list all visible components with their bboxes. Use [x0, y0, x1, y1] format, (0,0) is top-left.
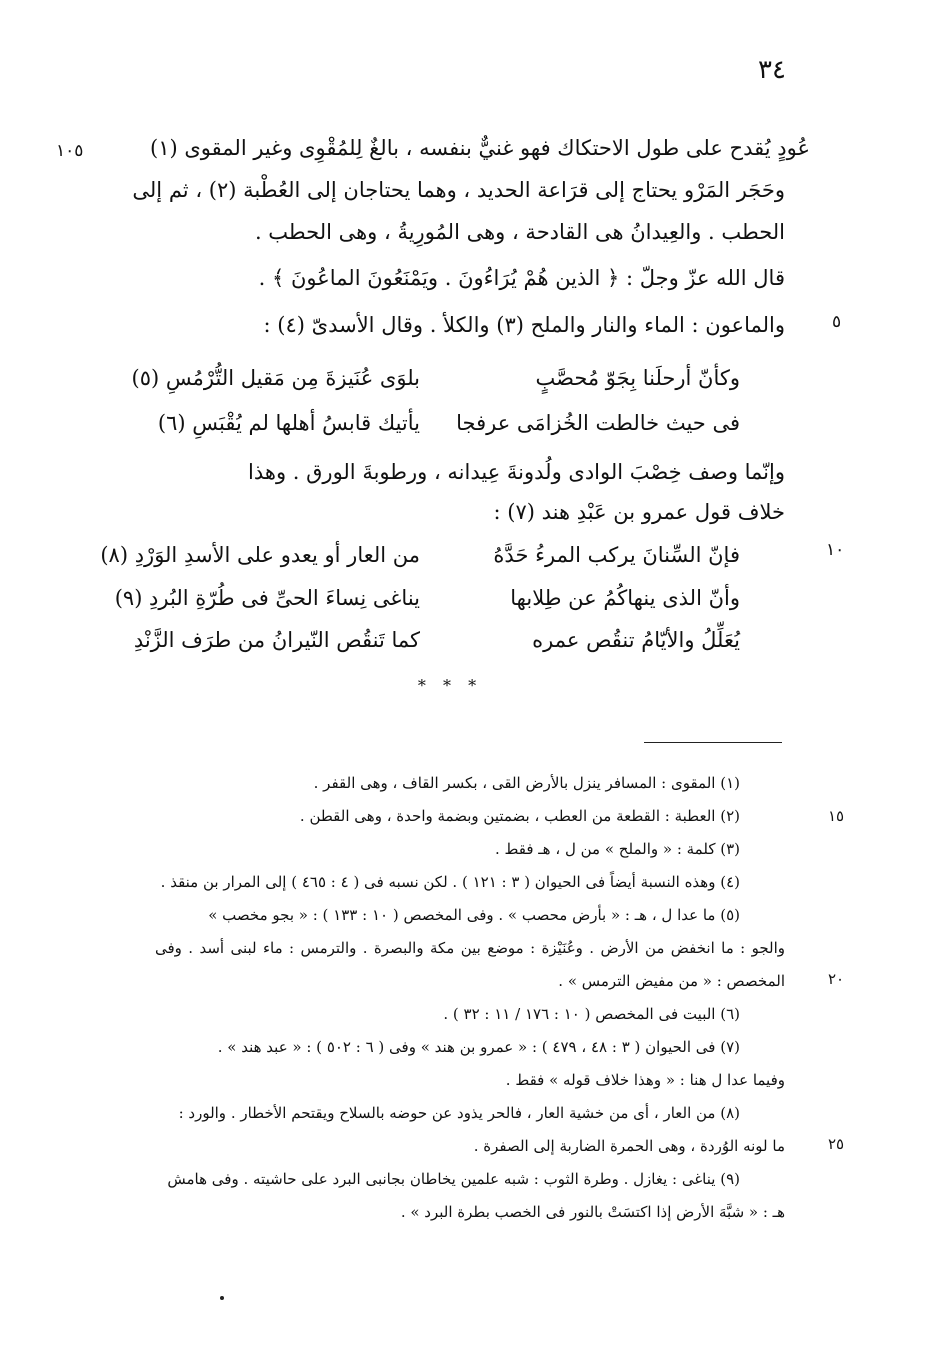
verse-second-hemistich: بلوَى عُنَيزةَ مِن مَقيل التُّرْمُسِ (٥) [131, 366, 420, 390]
text-line: خلاف قول عمرو بن عَبْدِ هند (٧) : [493, 500, 785, 524]
text-line: وإنّما وصف خِصْبَ الوادى ولُدونةَ عِيدانه ، ورطوبةَ الورق . وهذا [248, 460, 785, 484]
footnote-line: (٢) العطبة : القطعة من العطب ، بضمتين وبضمة واحدة ، وهى القطن . [299, 807, 740, 825]
verse-first-hemistich: يُعَلِّلُ والأيّامُ تنقُص عمره [532, 628, 740, 652]
text-line: وحَجَر المَرْو يحتاج إلى قرَاعة الحديد ، وهما يحتاجان إلى العُطْبة (٢) ، ثم إلى [132, 178, 785, 202]
verse-second-hemistich: يأتيك قابسُ أهلها لم يُقْبَسِ (٦) [157, 411, 420, 435]
footnote-line: (٧) فى الحيوان ( ٣ : ٤٨ ، ٤٧٩ ) : « عمرو بن هند » وفى ( ٦ : ٥٠٢ ) : « عبد هند » . [217, 1038, 740, 1056]
margin-line-number: ١٠٥ [56, 141, 84, 161]
page-number: ٣٤ [758, 55, 786, 85]
section-separator: * * * [417, 676, 483, 695]
text-line: والماعون : الماء والنار والملح (٣) والكلأ . وقال الأسدىّ (٤) : [263, 313, 785, 337]
footnote-line: (١) المقوى : المسافر ينزل بالأرض القى ، بكسر القاف ، وهى القفر . [313, 774, 740, 792]
verse-second-hemistich: يناغى نِساءَ الحىِّ فى طُرّةِ البُردِ (٩) [114, 586, 420, 610]
footnote-line: ما لونه الوُردة ، وهى الحمرة الضاربة إلى الصفرة . [473, 1137, 785, 1155]
footnote-line: هـ : « شبَّهَ الأرض إذا اكتسَتْ بالنور فى الخصب بطرة البرد » . [400, 1203, 785, 1221]
quran-quote-line: قال الله عزّ وجلّ : ﴿ الذين هُمْ يُرَاءُونَ . ويَمْنَعُونَ الماعُونَ ﴾ . [258, 266, 785, 290]
footnote-line: (٨) من العار ، أى من خشية العار ، فالحر يذود عن حوضه بالسلاح ويقتحم الأخطار . والورد : [178, 1104, 740, 1122]
footnote-margin-number: ٢٠ [828, 970, 845, 988]
verse-first-hemistich: وكأنّ أرحلَنا بِجَوّ مُحصَّبٍ [535, 366, 740, 390]
footnote-line: (٦) البيت فى المخصص ( ١٠ : ١٧٦ / ١١ : ٣٢ ) . [443, 1005, 740, 1023]
footnote-line: (٥) ما عدا ل ، هـ : « بأرض محصب » . وفى المخصص ( ١٠ : ١٣٣ ) : « بجو مخصب » [208, 906, 740, 924]
footnote-line: وفيما عدا ل هنا : « وهذا خلاف قوله » فقط . [505, 1071, 785, 1089]
footnote-line: والجو : ما انخفض من الأرض . وعُنَيْزة : موضع بين مكة والبصرة . والترمس : ماء لبنى أسد . وفى [155, 939, 785, 957]
verse-second-hemistich: كما تَنقُص النّيرانُ من طرَف الزَّنْدِ [133, 628, 420, 652]
footnote-margin-number: ١٥ [828, 807, 845, 825]
footnote-margin-number: ٢٥ [828, 1135, 845, 1153]
footnote-line: المخصص : « من مفيض الترمس » . [558, 972, 785, 990]
margin-line-number: ١٠ [826, 540, 845, 560]
verse-first-hemistich: فى حيث خالطت الخُزامَى عرفجا [456, 411, 740, 435]
footnote-rule [644, 742, 782, 743]
ink-dot [220, 1296, 224, 1300]
footnote-line: (٤) وهذه النسبة أيضاً فى الحيوان ( ٣ : ١٢١ ) . لكن نسبه فى ( ٤ : ٤٦٥ ) إلى المرار بن منقذ . [160, 873, 740, 891]
verse-second-hemistich: من العار أو يعدو على الأسدِ الوَرْدِ (٨) [100, 543, 420, 567]
footnote-line: (٩) يناغى : يغازل . وطرة الثوب : شبه علمين يخاطان بجانبى البرد على حاشيته . وفى هامش [167, 1170, 740, 1188]
footnote-line: (٣) كلمة : « والملح » من ل ، هـ فقط . [494, 840, 740, 858]
verse-first-hemistich: وأنّ الذى ينهاكُمُ عن طِلابها [510, 586, 740, 610]
verse-first-hemistich: فإنّ السِّنانَ يركب المرءُ حَدَّهُ [493, 543, 740, 567]
text-line: الحطب . والعِيدانُ هى القادحة ، وهى المُورِيةُ ، وهى الحطب . [254, 220, 785, 244]
margin-line-number: ٥ [832, 312, 842, 332]
text-line: عُودٍ يُقدح على طول الاحتكاك فهو غنيٌّ بنفسه ، بالغٌ لِلمُقْوِى وغير المقوى (١) [150, 136, 810, 160]
